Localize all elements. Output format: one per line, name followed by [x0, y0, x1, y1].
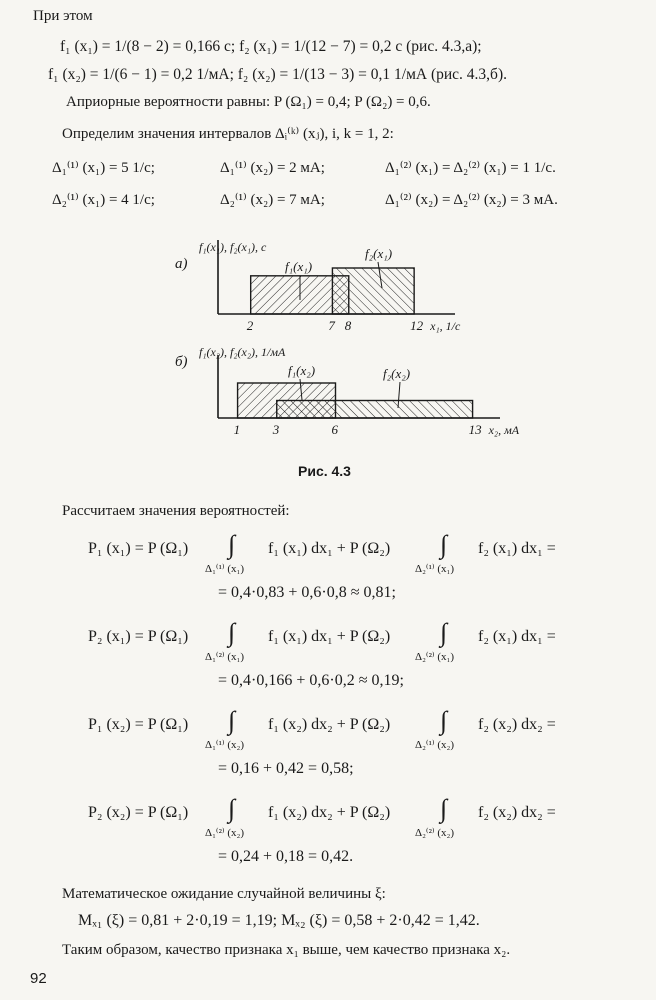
density-line-1: f₁ (x₁) = 1/(8 − 2) = 0,166 с; f₂ (x₁) = 1/(12 − 7) = 0,2 с (рис. 4.3,а);	[60, 38, 482, 55]
equation-2-term-2: f₂ (x₁) dx₁ =	[478, 628, 556, 645]
equation-1-term-2: f₂ (x₁) dx₁ =	[478, 540, 556, 557]
panel-label: а)	[175, 256, 188, 272]
intervals-intro: Определим значения интервалов Δᵢ⁽ᵏ⁾ (xⱼ), i, k = 1, 2:	[62, 126, 394, 142]
panel-a	[175, 240, 461, 333]
equation-1-term-1: f₁ (x₁) dx₁ + P (Ω₂)	[268, 540, 391, 557]
panel-b	[175, 345, 520, 437]
integral-2-limit: Δ₂⁽²⁾ (x₂)	[415, 827, 455, 839]
integral-2-limit: Δ₂⁽¹⁾ (x₂)	[415, 739, 455, 751]
integral-1-sign: ∫	[228, 706, 236, 735]
series-2-label: f₂(x₂)	[383, 366, 411, 381]
integral-1-limit: Δ₁⁽²⁾ (x₂)	[205, 827, 245, 839]
integral-1-limit: Δ₁⁽²⁾ (x₁)	[205, 651, 245, 663]
equation-4-lhs: P₂ (x₂) = P (Ω₁)	[88, 804, 189, 821]
equation-4-term-1: f₁ (x₂) dx₂ + P (Ω₂)	[268, 804, 391, 821]
prior-probabilities: Априорные вероятности равны: P (Ω₁) = 0,4; P (Ω₂) = 0,6.	[66, 94, 431, 110]
tick-3: 3	[272, 422, 280, 437]
equation-4-term-2: f₂ (x₂) dx₂ =	[478, 804, 556, 821]
tick-2: 2	[246, 318, 254, 333]
equation-2-result: = 0,4·0,166 + 0,6·0,2 ≈ 0,19;	[218, 672, 404, 689]
equation-2-lhs: P₂ (x₁) = P (Ω₁)	[88, 628, 189, 645]
figure-4-3	[0, 0, 656, 470]
interval-d11-x1: Δ₁⁽¹⁾ (x₁) = 5 1/с;	[52, 160, 155, 176]
x-axis-label: x₂, мА	[488, 423, 520, 437]
interval-d21-x1: Δ₂⁽¹⁾ (x₁) = 4 1/с;	[52, 192, 155, 208]
interval-d12-x2: Δ₁⁽²⁾ (x₂) = Δ₂⁽²⁾ (x₂) = 3 мА.	[385, 192, 558, 208]
equation-2-term-1: f₁ (x₁) dx₁ + P (Ω₂)	[268, 628, 391, 645]
integral-2-limit: Δ₂⁽²⁾ (x₁)	[415, 651, 455, 663]
intro-line: При этом	[33, 8, 93, 24]
tick-8: 8	[344, 318, 352, 333]
tick-1: 1	[233, 422, 241, 437]
series-2-label: f₂(x₁)	[365, 246, 393, 261]
equation-3-lhs: P₁ (x₂) = P (Ω₁)	[88, 716, 189, 733]
panel-label: б)	[175, 354, 188, 370]
interval-d11-x2: Δ₁⁽¹⁾ (x₂) = 2 мА;	[220, 160, 325, 176]
integral-2-limit: Δ₂⁽¹⁾ (x₁)	[415, 563, 455, 575]
equation-3-term-2: f₂ (x₂) dx₂ =	[478, 716, 556, 733]
series-2-rect	[277, 401, 473, 419]
series-1-label: f₁(x₁)	[285, 259, 313, 274]
integral-2-sign: ∫	[440, 618, 448, 647]
integral-1-sign: ∫	[228, 618, 236, 647]
integral-1-limit: Δ₁⁽¹⁾ (x₁)	[205, 563, 245, 575]
tick-6: 6	[331, 422, 338, 437]
interval-d12-x1: Δ₁⁽²⁾ (x₁) = Δ₂⁽²⁾ (x₁) = 1 1/с.	[385, 160, 556, 176]
equation-1-result: = 0,4·0,83 + 0,6·0,8 ≈ 0,81;	[218, 584, 396, 601]
tick-7: 7	[328, 318, 335, 333]
equation-4-result: = 0,24 + 0,18 = 0,42.	[218, 848, 354, 865]
density-line-2: f₁ (x₂) = 1/(6 − 1) = 0,2 1/мА; f₂ (x₂) = 1/(13 − 3) = 0,1 1/мА (рис. 4.3,б).	[48, 66, 507, 83]
interval-d21-x2: Δ₂⁽¹⁾ (x₂) = 7 мА;	[220, 192, 325, 208]
integral-2-sign: ∫	[440, 706, 448, 735]
expectation-values: Mₓ₁ (ξ) = 0,81 + 2·0,19 = 1,19; Mₓ₂ (ξ) = 0,58 + 2·0,42 = 1,42.	[78, 912, 480, 929]
calc-intro: Рассчитаем значения вероятностей:	[62, 503, 290, 519]
tick-12: 12	[410, 318, 424, 333]
equation-1-lhs: P₁ (x₁) = P (Ω₁)	[88, 540, 189, 557]
figure-caption: Рис. 4.3	[298, 463, 351, 479]
integral-1-sign: ∫	[228, 530, 236, 559]
page-number: 92	[30, 970, 47, 987]
y-axis-label: f₁(x₁), f₂(x₁), с	[199, 240, 267, 254]
equation-3-term-1: f₁ (x₂) dx₂ + P (Ω₂)	[268, 716, 391, 733]
x-axis-label: x₁, 1/с	[430, 319, 461, 333]
y-axis-label: f₁(x₂), f₂(x₂), 1/мА	[199, 345, 286, 359]
series-2-rect	[332, 268, 414, 314]
integral-2-sign: ∫	[440, 794, 448, 823]
tick-13: 13	[468, 422, 482, 437]
integral-1-limit: Δ₁⁽¹⁾ (x₂)	[205, 739, 245, 751]
integral-1-sign: ∫	[228, 794, 236, 823]
conclusion: Таким образом, качество признака x₁ выше, чем качество признака x₂.	[62, 942, 511, 958]
expectation-intro: Математическое ожидание случайной величины ξ:	[62, 886, 386, 902]
series-1-label: f₁(x₂)	[288, 363, 316, 378]
integral-2-sign: ∫	[440, 530, 448, 559]
equation-3-result: = 0,16 + 0,42 = 0,58;	[218, 760, 354, 777]
